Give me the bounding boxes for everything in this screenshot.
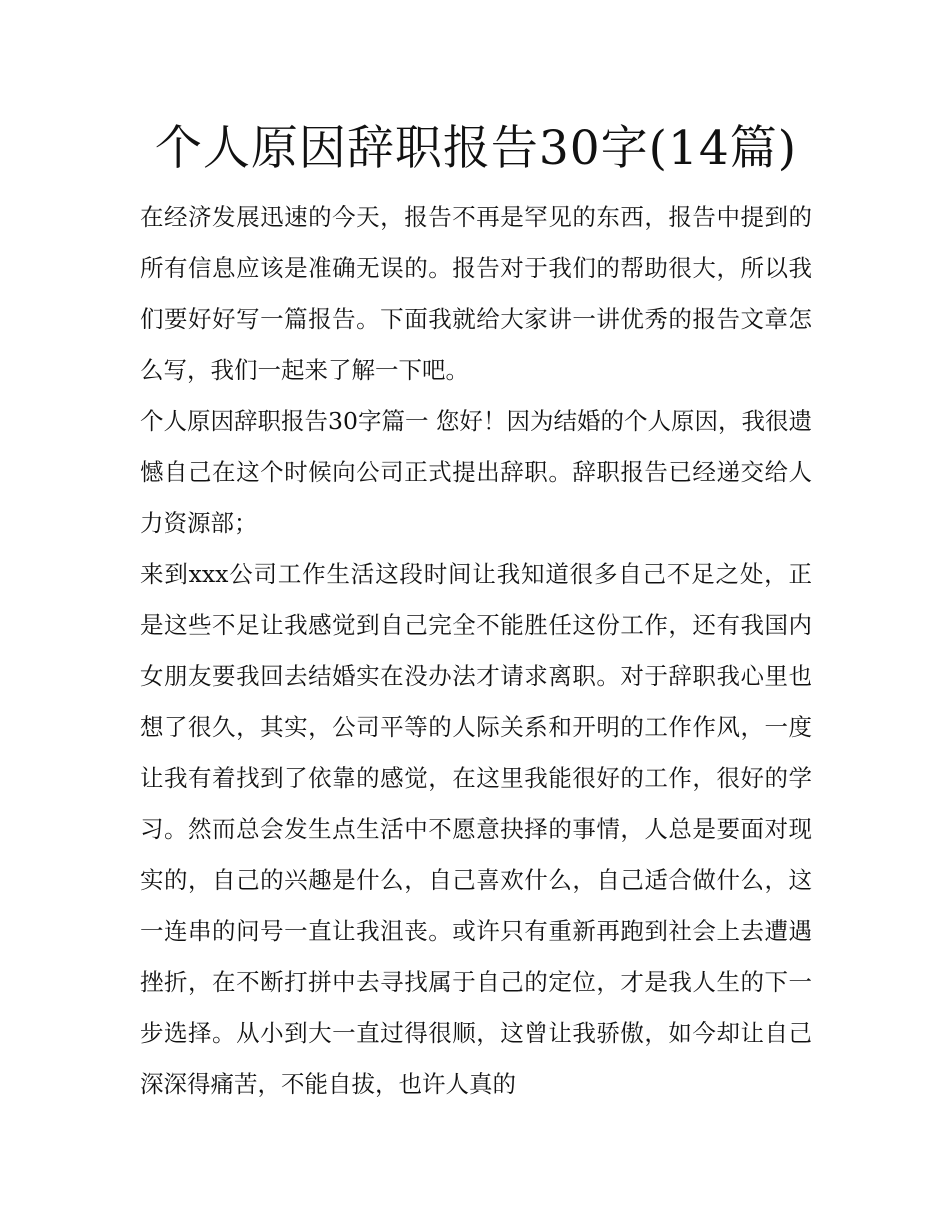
document-page	[140, 112, 812, 1110]
letter-opening-paragraph: 个人原因辞职报告30字篇一 您好！因为结婚的个人原因，我很遗憾自己在这个时候向公司正式提出辞职。辞职报告已经递交给人力资源部；	[140, 407, 812, 537]
letter-body-paragraph: 来到xxx公司工作生活这段时间让我知道很多自己不足之处，正是这些不足让我感觉到自己完全不能胜任这份工作，还有我国内女朋友要我回去结婚实在没办法才请求离职。对于辞职我心里也想了很久，其实，公司平等的人际关系和开明的工作作风，一度让我有着找到了依靠的感觉，在这里我能很好的工作，很好的学习。然而总会发生点生活中不愿意抉择的事情，人总是要面对现实的，自己的兴趣是什么，自己喜欢什么，自己适合做什么，这一连串的问号一直让我沮丧。或许只有重新再跑到社会上去遭遇挫折，在不断打拼中去寻找属于自己的定位，才是我人生的下一步选择。从小到大一直过得很顺，这曾让我骄傲，如今却让自己深深得痛苦，不能自拔，也许人真的	[140, 560, 812, 1098]
intro-paragraph: 在经济发展迅速的今天，报告不再是罕见的东西，报告中提到的所有信息应该是准确无误的。报告对于我们的帮助很大，所以我们要好好写一篇报告。下面我就给大家讲一讲优秀的报告文章怎么写，我们一起来了解一下吧。	[140, 203, 812, 384]
document-title: 个人原因辞职报告30字(14篇)	[154, 121, 798, 176]
